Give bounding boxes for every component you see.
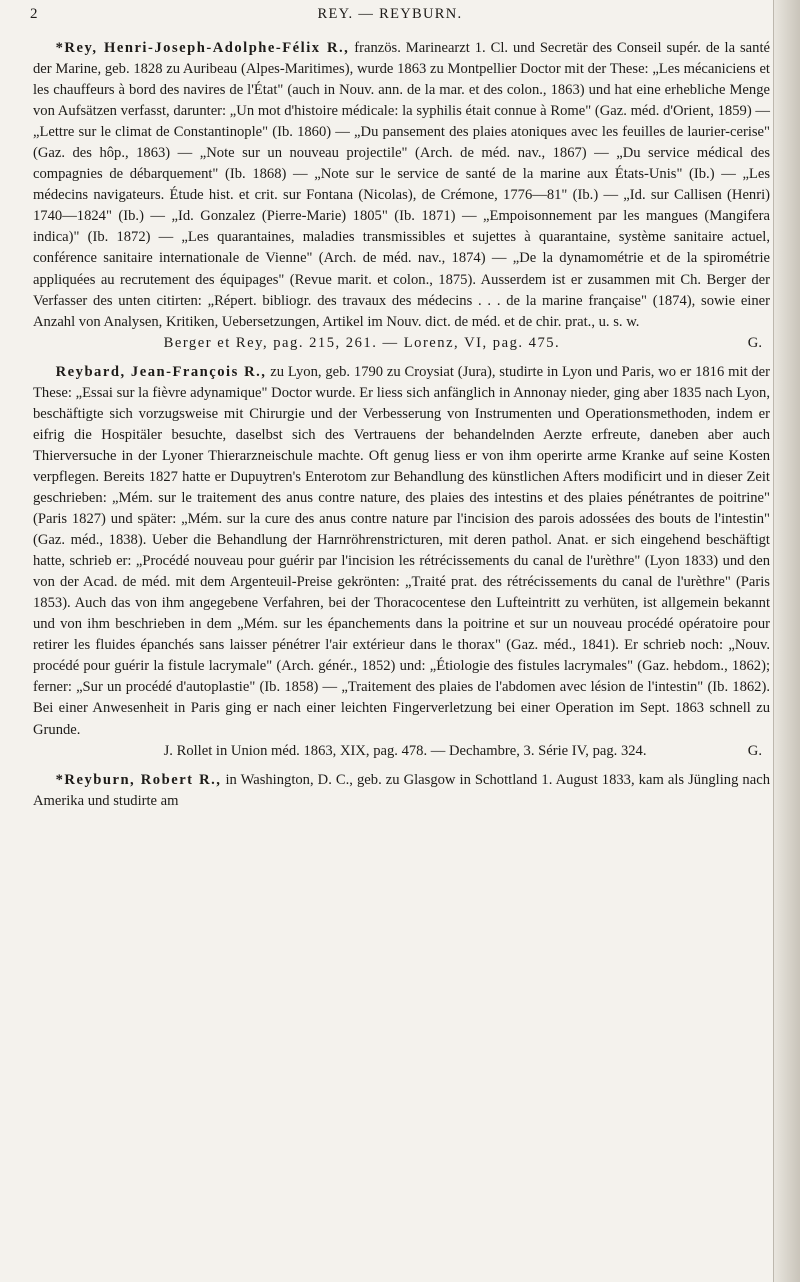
entry-name: Reybard, Jean-François R., <box>55 363 267 380</box>
entry-text: französ. Marinearzt 1. Cl. und Secretär des Conseil supér. de la santé der Marine, geb. 1828 zu Auribeau (Alpes-Maritimes), wurde 1863 zu Montpellier Doctor mit der These: „Les mécaniciens et les chauffeurs à bord des navires de l'État" (auch in Nouv. ann. de la mar. et des colon., 1863) und hat eine erhebliche Menge von Aufsätzen verfasst, darunter: „Un mot d'histoire médicale: la syphilis était connue à Rome" (Gaz. méd. d'Orient, 1859) — „Lettre sur le climat de Constantinople" (Ib. 1860) — „Du pansement des plaies atoniques avec les feuilles de laurier-cerise" (Gaz. des hôp., 1863) — „Note sur un nouveau projectile" (Arch. de méd. nav., 1867) — „Du service médical des compagnies de débarquement" (Ib. 1868) — „Note sur le service de santé de la marine aux États-Unis" (Ib.) — „Les médecins navigateurs. Étude hist. et crit. sur Fontana (Nicolas), de Crémone, 1776—81" (Ib.) — „Id. sur Callisen (Henri) 1740—1824" (Ib.) — „Id. Gonzalez (Pierre-Marie) 1805" (Ib. 1871) — „Empoisonnement par les mangues (Mangifera indica)" (Ib. 1872) — „Les quarantaines, maladies transmissibles et sujettes à quarantaine, système sanitaire actuel, conférence sanitaire internationale de Vienne" (Arch. de méd. nav., 1874) — „De la dynamométrie et de la spirométrie appliquées au recrutement des équipages" (Revue marit. et colon., 1875). Ausserdem ist er zusammen mit Ch. Berger der Verfasser des unten citirten: „Répert. bibliogr. des travaux des médecins . . . de la marine française" (1874), sowie einer Anzahl von Analysen, Kritiken, Uebersetzungen, Artikel im Nouv. dict. de méd. et de chir. prat., u. s. w. <box>33 40 770 330</box>
entry-name: *Rey, Henri-Joseph-Adolphe-Félix R., <box>55 40 350 56</box>
page-edge <box>773 0 800 1282</box>
entry-source: Berger et Rey, pag. 215, 261. — Lorenz, VI, pag. 475. G. <box>33 333 770 354</box>
entry-body <box>33 38 770 333</box>
page-header <box>0 6 780 28</box>
entry-name: *Reyburn, Robert R., <box>55 771 222 788</box>
author-mark: G. <box>747 334 762 351</box>
running-title: REY. — REYBURN. <box>317 6 463 22</box>
entry-reyburn <box>33 770 770 812</box>
entry-body <box>33 362 770 741</box>
entry-source: J. Rollet in Union méd. 1863, XIX, pag. 478. — Dechambre, 3. Série IV, pag. 324. G. <box>33 741 770 762</box>
entry-text: zu Lyon, geb. 1790 zu Croysiat (Jura), studirte in Lyon und Paris, wo er 1816 mit der These: „Essai sur la fièvre adynamique" Doctor wurde. Er liess sich anfänglich in Annonay nieder, ging aber 1835 nach Lyon, beschäftigte sich vorzugsweise mit Chirurgie und der Verbesserung von Instrumenten und Operationsmethoden, indem er eifrig die Hospitäler besuchte, daselbst sich des Vertrauens der behandelnden Aerzte erfreute, daneben aber auch Thierversuche in der Lyoner Thierarzneischule machte. Oft genug liess er von ihm operirte arme Kranke auf seine Kosten verpflegen. Bereits 1827 hatte er Dupuytren's Enterotom zur Behandlung des künstlichen Afters modificirt und in dieser Zeit geschrieben: „Mém. sur le traitement des anus contre nature, des plaies des intestins et des plaies pénétrantes de poitrine" (Paris 1827) und später: „Mém. sur la cure des anus contre nature par l'incision des parois adossées des bouts de l'intestin" (Gaz. méd., 1838). Ueber die Behandlung der Harnröhrenstricturen, mit deren pathol. Anat. er sich eingehend beschäftigt hatte, schrieb er: „Procédé nouveau pour guérir par l'incision les rétrécissements du canal de l'urèthre" (Lyon 1833) und den von der Acad. de méd. mit dem Argenteuil-Preise gekrönten: „Traité prat. des rétrécissements du canal de l'urèthre" (Paris 1853). Auch das von ihm angegebene Verfahren, bei der Thoracocentese den Lufteintritt zu verhüten, ist allgemein bekannt und von ihm beschrieben in dem „Mém. sur les épanchements dans la poitrine et sur un nouveau procédé opératoire pour retirer les fluides épanchés sans laisser pénétrer l'air extérieur dans le thorax" (Gaz. méd., 1841). Er schrieb noch: „Nouv. procédé pour guérir la fistule lacrymale" (Arch. génér., 1852) und: „Étiologie des fistules lacrymales" (Gaz. hebdom., 1862); ferner: „Sur un procédé d'autoplastie" (Ib. 1858) — „Traitement des plaies de l'abdomen avec lésion de l'intestin" (Ib. 1862). Bei einer Anwesenheit in Paris ging er nach einer leichten Fingerverletzung bei einer Operation im Sept. 1863 schnell zu Grunde. <box>33 363 771 738</box>
author-mark: G. <box>747 742 762 759</box>
entry-body <box>33 770 770 812</box>
entry-rey <box>33 38 770 354</box>
page-content <box>33 38 770 812</box>
entry-text: in Washington, D. C., geb. zu Glasgow in Schottland 1. August 1833, kam als Jüngling nach Amerika und studirte am <box>33 771 770 809</box>
entry-reybard <box>33 362 770 762</box>
page-number: 2 <box>30 6 38 22</box>
